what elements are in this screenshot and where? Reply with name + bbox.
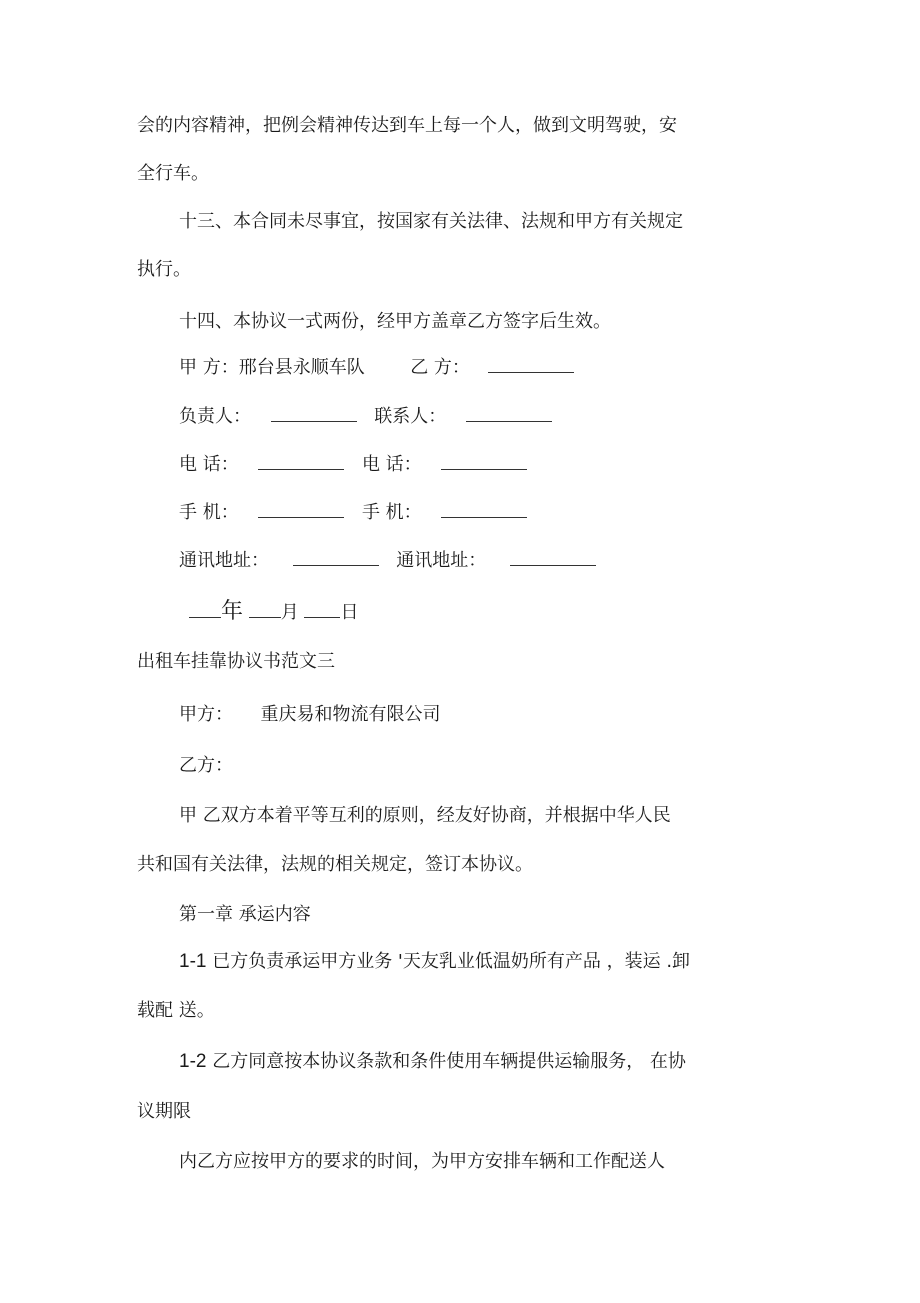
para-line: 会的内容精神，把例会精神传达到车上每一个人，做到文明驾驶，安	[137, 115, 677, 136]
contact-label: 联系人：	[374, 406, 447, 427]
party-a-row	[179, 703, 440, 727]
day-label: 日	[340, 602, 359, 623]
responsible-label: 负责人：	[179, 406, 251, 427]
clause-number: 1-2	[179, 1051, 207, 1072]
party-a-label: 甲 方：	[179, 357, 239, 378]
phone-label: 电 话：	[179, 454, 239, 475]
day-blank[interactable]	[304, 603, 340, 618]
para-line: 全行车。	[137, 163, 209, 184]
party-b-label: 乙方：	[179, 755, 233, 776]
clause-1-2	[179, 1050, 686, 1074]
blank-line[interactable]	[293, 551, 379, 566]
intro-line: 共和国有关法律，法规的相关规定，签订本协议。	[137, 854, 533, 875]
intro-line: 甲 乙双方本着平等互利的原则，经友好协商，并根据中华人民	[179, 805, 671, 826]
party-a-name: 邢台县永顺车队	[238, 357, 365, 378]
clause-number: 1-1	[179, 951, 207, 972]
mobile-row	[179, 501, 527, 525]
blank-line[interactable]	[271, 407, 357, 422]
chapter-heading: 第一章 承运内容	[179, 904, 311, 925]
section-title: 出租车挂靠协议书范文三	[137, 651, 335, 672]
clause-1-1	[179, 950, 690, 974]
party-a-sign-row	[179, 356, 574, 380]
phone-label: 电 话：	[361, 454, 422, 475]
date-row	[189, 600, 358, 625]
blank-line[interactable]	[258, 455, 344, 470]
responsible-row	[179, 405, 552, 429]
blank-line[interactable]	[488, 358, 574, 373]
clause-13: 十三、本合同未尽事宜，按国家有关法律、法规和甲方有关规定	[179, 211, 683, 232]
para-line: 载配 送。	[137, 1000, 215, 1021]
blank-line[interactable]	[510, 551, 596, 566]
clause-text: 乙方同意按本协议条款和条件使用车辆提供运输服务， 在协	[212, 1051, 686, 1072]
month-blank[interactable]	[249, 603, 281, 618]
party-a-name: 重庆易和物流有限公司	[260, 704, 441, 725]
address-row	[179, 549, 596, 573]
clause-text: 已方负责承运甲方业务 '天友乳业低温奶所有产品 ，装运 .卸	[212, 951, 691, 972]
phone-row	[179, 453, 527, 477]
year-blank[interactable]	[189, 603, 221, 618]
year-label: 年	[221, 599, 244, 624]
blank-line[interactable]	[441, 455, 527, 470]
address-label: 通讯地址：	[396, 550, 487, 571]
para-line: 执行。	[137, 259, 191, 280]
party-b-label: 乙 方：	[410, 357, 470, 378]
blank-line[interactable]	[258, 503, 344, 518]
mobile-label: 手 机：	[361, 502, 422, 523]
address-label: 通讯地址：	[179, 550, 269, 571]
party-a-label: 甲方：	[179, 704, 233, 725]
mobile-label: 手 机：	[179, 502, 239, 523]
clause-14: 十四、本协议一式两份，经甲方盖章乙方签字后生效。	[179, 311, 611, 332]
para-line: 内乙方应按甲方的要求的时间，为甲方安排车辆和工作配送人	[179, 1151, 665, 1172]
blank-line[interactable]	[466, 407, 552, 422]
blank-line[interactable]	[441, 503, 527, 518]
para-line: 议期限	[137, 1101, 191, 1122]
month-label: 月	[280, 602, 299, 623]
